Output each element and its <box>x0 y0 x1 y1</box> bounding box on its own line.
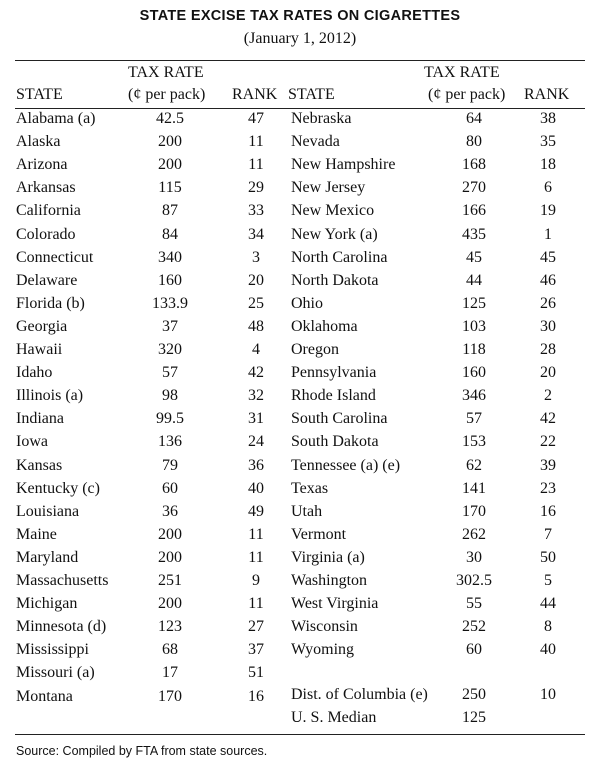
rank-cell: 33 <box>248 202 264 220</box>
state-cell: Arizona <box>16 156 68 174</box>
state-cell: U. S. Median <box>291 709 377 727</box>
table-row <box>0 410 600 433</box>
rank-cell: 34 <box>248 225 264 243</box>
state-cell: Dist. of Columbia (e) <box>291 686 428 703</box>
rank-cell: 44 <box>540 595 556 613</box>
rate-cell: 270 <box>462 179 486 197</box>
rate-cell: 55 <box>466 595 482 613</box>
rate-cell: 141 <box>462 479 486 497</box>
table-row <box>0 526 600 549</box>
state-cell: New York (a) <box>291 225 378 243</box>
state-cell: Tennessee (a) (e) <box>291 456 401 474</box>
rank-cell: 6 <box>544 179 552 197</box>
rate-cell: 435 <box>462 225 486 243</box>
state-cell: Nevada <box>291 133 340 151</box>
state-cell: Alabama (a) <box>16 110 96 127</box>
left-unit-header: (¢ per pack) <box>128 86 206 103</box>
state-cell: Arkansas <box>16 179 76 197</box>
state-cell: Illinois (a) <box>16 387 84 405</box>
rank-cell: 31 <box>248 410 264 428</box>
state-cell: Washington <box>291 572 368 589</box>
rate-cell: 133.9 <box>152 294 188 312</box>
right-tax-rate-header: TAX RATE <box>424 64 500 81</box>
rank-cell: 16 <box>248 687 264 705</box>
table-row <box>0 709 600 732</box>
rate-cell: 17 <box>162 664 178 682</box>
state-cell: Hawaii <box>16 341 63 358</box>
state-cell: Louisiana <box>16 502 80 520</box>
state-cell: Maine <box>16 525 57 543</box>
rate-cell: 118 <box>462 341 486 358</box>
rank-cell: 26 <box>540 294 556 312</box>
rank-cell: 20 <box>540 364 556 382</box>
rate-cell: 251 <box>158 572 182 589</box>
rank-cell: 35 <box>540 133 556 151</box>
rate-cell: 340 <box>158 248 182 266</box>
rank-cell: 42 <box>248 364 264 382</box>
table-row <box>0 156 600 179</box>
rate-cell: 160 <box>462 364 486 382</box>
table-row <box>0 110 600 133</box>
state-cell: Mississippi <box>16 641 89 659</box>
state-cell: Kansas <box>16 456 63 474</box>
rank-cell: 3 <box>252 248 260 266</box>
state-cell: New Hampshire <box>291 156 396 174</box>
table-row <box>0 503 600 526</box>
table-row <box>0 387 600 410</box>
rank-cell: 8 <box>544 618 552 636</box>
rank-cell: 48 <box>248 317 264 335</box>
state-cell: Florida (b) <box>16 294 85 312</box>
state-cell: West Virginia <box>291 595 379 613</box>
rank-cell: 45 <box>540 248 556 266</box>
rate-cell: 170 <box>462 502 486 520</box>
rank-cell: 2 <box>544 387 552 405</box>
rate-cell: 166 <box>462 202 486 220</box>
rank-cell: 42 <box>540 410 556 428</box>
rank-cell: 11 <box>248 548 264 566</box>
rate-cell: 125 <box>462 709 486 727</box>
rate-cell: 200 <box>158 133 182 151</box>
state-cell: Virginia (a) <box>291 548 365 566</box>
state-cell: Rhode Island <box>291 387 376 405</box>
state-cell: Kentucky (c) <box>16 479 100 497</box>
rate-cell: 64 <box>466 110 482 127</box>
rate-cell: 123 <box>158 618 182 636</box>
table-row <box>0 226 600 249</box>
rank-cell: 11 <box>248 133 264 151</box>
rate-cell: 136 <box>158 433 182 451</box>
table-row <box>0 480 600 503</box>
table-row <box>0 641 600 664</box>
rank-cell: 32 <box>248 387 264 405</box>
table-row <box>0 433 600 456</box>
rate-cell: 262 <box>462 525 486 543</box>
state-cell: Nebraska <box>291 110 352 127</box>
rate-cell: 200 <box>158 156 182 174</box>
rank-cell: 11 <box>248 525 264 543</box>
rank-cell: 7 <box>544 525 552 543</box>
right-unit-header: (¢ per pack) <box>428 86 506 103</box>
rate-cell: 60 <box>162 479 178 497</box>
rank-cell: 1 <box>544 225 552 243</box>
table-row <box>0 595 600 618</box>
rank-cell: 49 <box>248 502 264 520</box>
rank-cell: 37 <box>248 641 264 659</box>
rank-cell: 27 <box>248 618 264 636</box>
state-cell: Georgia <box>16 317 68 335</box>
state-cell: Minnesota (d) <box>16 618 107 636</box>
rate-cell: 200 <box>158 595 182 613</box>
rank-cell: 40 <box>540 641 556 659</box>
table-row <box>0 341 600 364</box>
table-row <box>0 686 600 709</box>
rank-cell: 18 <box>540 156 556 174</box>
rate-cell: 37 <box>162 317 178 335</box>
state-cell: New Mexico <box>291 202 375 220</box>
rate-cell: 68 <box>162 641 178 659</box>
rate-cell: 44 <box>466 271 482 289</box>
left-tax-rate-header: TAX RATE <box>128 64 204 81</box>
top-rule <box>15 60 585 61</box>
state-cell: South Carolina <box>291 410 388 428</box>
state-cell: Pennsylvania <box>291 364 377 382</box>
rate-cell: 36 <box>162 502 178 520</box>
state-cell: California <box>16 202 81 220</box>
state-cell: North Dakota <box>291 271 379 289</box>
table-row <box>0 272 600 295</box>
table-row <box>0 179 600 202</box>
rate-cell: 57 <box>466 410 482 428</box>
table-row <box>0 618 600 641</box>
rank-cell: 29 <box>248 179 264 197</box>
rate-cell: 80 <box>466 133 482 151</box>
state-cell: North Carolina <box>291 248 388 266</box>
state-cell: Wyoming <box>291 641 355 659</box>
rank-cell: 10 <box>540 686 556 703</box>
rate-cell: 87 <box>162 202 178 220</box>
header-rule <box>15 108 585 109</box>
right-rank-header: RANK <box>524 86 570 103</box>
rate-cell: 252 <box>462 618 486 636</box>
state-cell: New Jersey <box>291 179 366 197</box>
rank-cell: 24 <box>248 433 264 451</box>
table-subtitle: (January 1, 2012) <box>243 30 357 47</box>
rank-cell: 30 <box>540 317 556 335</box>
state-cell: Wisconsin <box>291 618 358 636</box>
state-cell: Oregon <box>291 341 339 358</box>
rate-cell: 103 <box>462 317 486 335</box>
state-cell: Connecticut <box>16 248 94 266</box>
table-row <box>0 457 600 480</box>
table-row <box>0 318 600 341</box>
state-cell: Oklahoma <box>291 317 358 335</box>
table-row <box>0 572 600 595</box>
rate-cell: 30 <box>466 548 482 566</box>
rank-cell: 19 <box>540 202 556 220</box>
rate-cell: 302.5 <box>456 572 492 589</box>
state-cell: Michigan <box>16 595 78 613</box>
bottom-rule <box>15 734 585 735</box>
table-title: STATE EXCISE TAX RATES ON CIGARETTES <box>139 8 461 24</box>
rank-cell: 51 <box>248 664 264 682</box>
left-rank-header: RANK <box>232 86 278 103</box>
state-cell: Iowa <box>16 433 48 451</box>
rate-cell: 115 <box>158 179 182 197</box>
rank-cell: 16 <box>540 502 556 520</box>
table-row <box>0 133 600 156</box>
rank-cell: 47 <box>248 110 264 127</box>
state-cell: South Dakota <box>291 433 379 451</box>
rank-cell: 38 <box>540 110 556 127</box>
rank-cell: 28 <box>540 341 556 358</box>
rate-cell: 45 <box>466 248 482 266</box>
rank-cell: 22 <box>540 433 556 451</box>
rate-cell: 60 <box>466 641 482 659</box>
rate-cell: 99.5 <box>156 410 184 428</box>
state-cell: Delaware <box>16 271 78 289</box>
rate-cell: 153 <box>462 433 486 451</box>
state-cell: Missouri (a) <box>16 664 95 682</box>
table-row <box>0 364 600 387</box>
state-cell: Massachusetts <box>16 572 109 589</box>
rate-cell: 98 <box>162 387 178 405</box>
rate-cell: 346 <box>462 387 486 405</box>
rate-cell: 79 <box>162 456 178 474</box>
rate-cell: 170 <box>158 687 182 705</box>
rank-cell: 4 <box>252 341 260 358</box>
state-cell: Ohio <box>291 294 323 312</box>
table-row <box>0 295 600 318</box>
rate-cell: 84 <box>162 225 178 243</box>
rate-cell: 250 <box>462 686 486 703</box>
rank-cell: 39 <box>540 456 556 474</box>
table-row <box>0 202 600 225</box>
rank-cell: 50 <box>540 548 556 566</box>
rank-cell: 23 <box>540 479 556 497</box>
rank-cell: 11 <box>248 156 264 174</box>
state-cell: Indiana <box>16 410 64 428</box>
state-cell: Alaska <box>16 133 61 151</box>
state-cell: Montana <box>16 687 73 705</box>
rate-cell: 62 <box>466 456 482 474</box>
state-cell: Maryland <box>16 548 79 566</box>
rate-cell: 160 <box>158 271 182 289</box>
rank-cell: 20 <box>248 271 264 289</box>
rank-cell: 25 <box>248 294 264 312</box>
table-row <box>0 549 600 572</box>
left-state-header: STATE <box>16 86 63 103</box>
rate-cell: 200 <box>158 525 182 543</box>
rate-cell: 200 <box>158 548 182 566</box>
state-cell: Idaho <box>16 364 53 382</box>
rank-cell: 9 <box>252 572 260 589</box>
source-note: Source: Compiled by FTA from state sources. <box>16 744 268 758</box>
right-state-header: STATE <box>288 86 335 103</box>
table-row <box>0 249 600 272</box>
rate-cell: 57 <box>162 364 178 382</box>
rate-cell: 320 <box>158 341 182 358</box>
rank-cell: 46 <box>540 271 556 289</box>
rate-cell: 168 <box>462 156 486 174</box>
state-cell: Vermont <box>291 525 347 543</box>
state-cell: Texas <box>291 479 329 497</box>
rank-cell: 11 <box>248 595 264 613</box>
rank-cell: 40 <box>248 479 264 497</box>
rank-cell: 36 <box>248 456 264 474</box>
rate-cell: 125 <box>462 294 486 312</box>
table-row <box>0 664 600 687</box>
rate-cell: 42.5 <box>156 110 184 127</box>
rank-cell: 5 <box>544 572 552 589</box>
state-cell: Utah <box>291 502 323 520</box>
state-cell: Colorado <box>16 225 76 243</box>
